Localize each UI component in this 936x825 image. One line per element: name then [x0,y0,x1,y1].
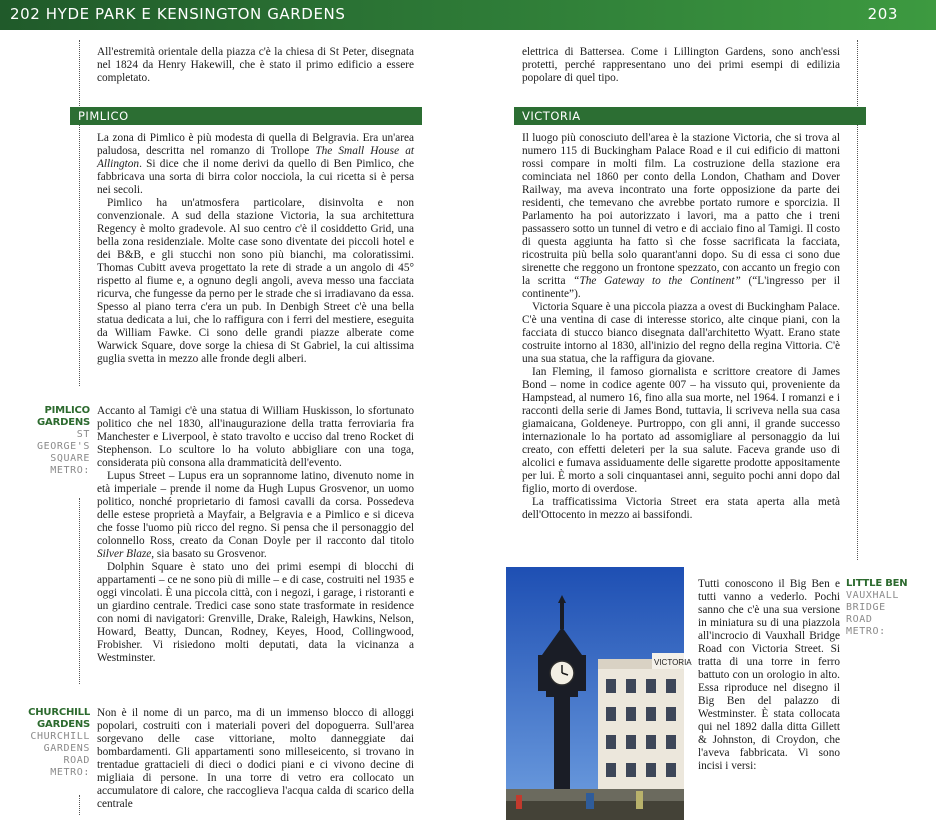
pimlico-gardens-paragraph-3: Dolphin Square è stato uno dei primi esempi di blocchi di appartamenti – ce ne sono più di mille – e di case, costruiti nel 1935 e oggi vincolati. È una piccola città, con i negozi, i garage, i ristoranti e un giardino centrale. Tredici case sono state trasformate in residence con nomi di navigatori: Grenville, Drake, Raleigh, Hawkins, Nelson, Howard, Beatty, Duncan, Rodney, Keyes, Hood, Collingwood, Frobisher. Vi risiedono molti deputati, data la vicinanza a Westminster. [97,561,414,664]
victoria-paragraph-4: La trafficatissima Victoria Street era stata aperta alla metà dell'Ottocento in mezzo ai bassifondi. [522,496,840,521]
margin-title: LITTLE BEN [846,578,908,589]
left-margin-rule-end [79,795,80,815]
intro-text: All'estremità orientale della piazza c'è la chiesa di St Peter, disegnata nel 1824 da Henry Hakewill, che è stato il primo edificio a essere completato. [97,46,414,84]
metro-stop-line-1: ST [76,429,90,440]
pimlico-body [97,132,414,366]
metro-stop-line-3: ROAD [846,614,873,625]
margin-note-pimlico-gardens [0,405,90,477]
margin-note-churchill-gardens [0,707,90,779]
section-title: VICTORIA [522,109,581,123]
metro-label: METRO: [50,767,90,778]
churchill-paragraph-1: Non è il nome di un parco, ma di un immenso blocco di alloggi popolari, costruiti con i materiali poveri del dopoguerra. Sull'area sorgevano delle case vittoriane, molto danneggiate dai bombardamenti. Gli appartamenti sono milleseicento, si trovano in trentadue grattacieli di dieci o dodici piani e ci vivono decine di migliaia di persone. In una torre di vetro era collocato un accumulatore di calore, che raccoglieva l'acqua calda di scarico della centrale [97,707,414,810]
section-header-victoria [514,107,866,125]
little-ben-clock-tower-photo-icon [506,567,692,820]
metro-label: METRO: [50,465,90,476]
margin-note-little-ben [846,578,936,638]
section-header-pimlico [70,107,422,125]
churchill-gardens-body [97,707,414,811]
metro-stop-line-1: CHURCHILL [30,731,90,742]
metro-stop-line-1: VAUXHALL [846,590,899,601]
little-ben-photo [506,567,692,820]
section-title: PIMLICO [78,109,129,123]
margin-title-line-2: GARDENS [37,719,90,730]
left-margin-rule-bottom [79,498,80,684]
metro-stop-line-2: GARDENS [43,743,90,754]
metro-stop-line-3: ROAD [63,755,90,766]
margin-title-line-2: GARDENS [37,417,90,428]
frieze-inscription: “The Gateway to the Continent” [573,275,741,287]
right-intro-paragraph [522,46,840,85]
right-page-number: 203 [867,5,898,23]
little-ben-body [698,578,840,773]
left-intro-paragraph [97,46,414,85]
metro-stop-line-3: SQUARE [50,453,90,464]
left-running-head: 202 HYDE PARK E KENSINGTON GARDENS [10,5,346,23]
metro-stop-line-2: BRIDGE [846,602,886,613]
little-ben-paragraph-1: Tutti conoscono il Big Ben e tutti vanno a vederlo. Pochi sanno che c'è una sua versione in miniatura su di una piazzola all'incrocio di Vauxhall Bridge Road con Victoria Street. Si tratta di una torre in ferro battuto con un orologio in alto. Essa riproduce nel disegno il Big Ben del palazzo di Westminster. È stata collocata qui nel 1892 dalla ditta Gillett & Johnston, di Croydon, che l'aveva fabbricata. Vi sono incisi i versi: [698,578,840,772]
victoria-paragraph-3: Ian Fleming, il famoso giornalista e scrittore creatore di James Bond – nome in codice agente 007 – ha vissuto qui, proveniente da Hampstead, al numero 16, fino alla sua morte, nel 1964. I romanzi e i racconti della serie di James Bond, tuttavia, li scriveva nella sua casa giamaicana, Goldeneye. Purtroppo, con gli anni, il grande successo internazionale lo ha portato ad assomigliare al personaggio da lui creato, con effetti deleteri per la sua salute. Faceva grande uso di alcolici e fumava assiduamente delle sigarette prodotte appositamente per lui. È morto a soli cinquantasei anni, seguito pochi anni dopo dal figlio, morto di overdose. [522,366,840,495]
story-title: Silver Blaze [97,548,152,560]
pimlico-paragraph-1: La zona di Pimlico è più modesta di quella di Belgravia. Era un'area paludosa, descritta nel romanzo di Trollope The Small House at Allington. Si dice che il nome derivi da quello di Ben Pimlico, che fabbricava una sorta di birra color nocciola, la cui ricetta si è persa nei secoli. [97,132,414,196]
pimlico-gardens-body [97,405,414,665]
pimlico-gardens-paragraph-2: Lupus Street – Lupus era un soprannome latino, divenuto nome in età imperiale – prende il nome da Hugh Lupus Grosvenor, un uomo politico, nonché proprietario di famosi cavalli da corsa. Possedeva delle estese proprietà a Mayfair, a Belgravia e a Pimlico e si diceva che fosse l'uomo più ricco del regno. Si pensa che il personaggio del colonnello Ross, creato da Conan Doyle per il racconto dal titolo Silver Blaze, sia basato su Grosvenor. [97,470,414,560]
left-margin-rule-top [79,40,80,386]
victoria-paragraph-2: Victoria Square è una piccola piazza a ovest di Buckingham Palace. C'è una ventina di case di interesse storico, alte cinque piani, con la facciata di stucco bianco disegnata dall'architetto Wyatt. Erano state costruite intorno al 1830, all'inizio del regno della regina Vittoria. C'è una sua statua, che la raffigura da giovane. [522,301,840,365]
intro-text: elettrica di Battersea. Come i Lillington Gardens, sono anch'essi protetti, perché rappresentano uno dei primi esempi di edilizia popolare di quel tipo. [522,46,840,84]
victoria-paragraph-1: Il luogo più conosciuto dell'area è la stazione Victoria, che si trova al numero 115 di Buckingham Palace Road e il cui edificio di mattoni rossi compare in molti film. La costruzione della stazione era cominciata nel 1860 per conto della London, Chatham and Dover Railway, ma aveva incontrato una forte opposizione da parte dei residenti, che temevano che avrebbe portato rumore e sporcizia. Il Parlamento ha poi autorizzato i lavori, ma a patto che i treni passassero sotto un tunnel di vetro e di acciaio fino al Tamigi. Il costo di questa aggiunta ha fatto sì che fosse sacrificata la facciata, ricostruita più bella solo quarant'anni dopo. Su di essa ci sono due sirenette che reggono un frontone spezzato, con accanto un fregio con la scritta “The Gateway to the Continent” (“L'ingresso per il continente”). [522,132,840,300]
victoria-sign-text: VICTORIA [654,658,692,667]
margin-title-line-1: PIMLICO [44,405,90,416]
margin-title-line-1: CHURCHILL [28,707,90,718]
victoria-body [522,132,840,522]
book-title: The Small House at Allington [97,145,414,170]
metro-label: METRO: [846,626,886,637]
metro-stop-line-2: GEORGE'S [37,441,90,452]
pimlico-paragraph-2: Pimlico ha un'atmosfera particolare, disinvolta e non convenzionale. A sud della stazione Victoria, la sua architettura Regency è molto gradevole. Al suo centro c'è il cosiddetto Grid, una bella zona residenziale. Molte case sono diventate dei piccoli hotel e dei B&B, e gli stucchi non sono più bianchi, ma coloratissimi. Thomas Cubitt aveva progettato la rete di strade a un angolo di 45° rispetto al fiume e, a ognuno degli angoli, aveva messo una facciata ricurva, che fungesse da perno per le strade che si irradiavano da essa. Spesso al piano terra c'era un pub. In Denbigh Street c'è una bella statua dedicata a lui, che lo raffigura con i ferri del mestiere, eseguita da William Fawke. Ci sono delle grandi piazze alberate come Warwick Square, dove sorge la chiesa di St Gabriel, la cui altissima guglia svetta in mezzo alle fronde degli alberi. [97,197,414,365]
pimlico-gardens-paragraph-1: Accanto al Tamigi c'è una statua di William Huskisson, lo sfortunato politico che nel 1830, all'inaugurazione della tratta ferroviaria fra Manchester e Liverpool, è stato travolto e ucciso dal treno Rocket di Stephenson. Lo scultore lo ha voluto abbigliare con una toga, considerata più consona alla drammaticità dell'evento. [97,405,414,469]
running-header [0,0,936,30]
